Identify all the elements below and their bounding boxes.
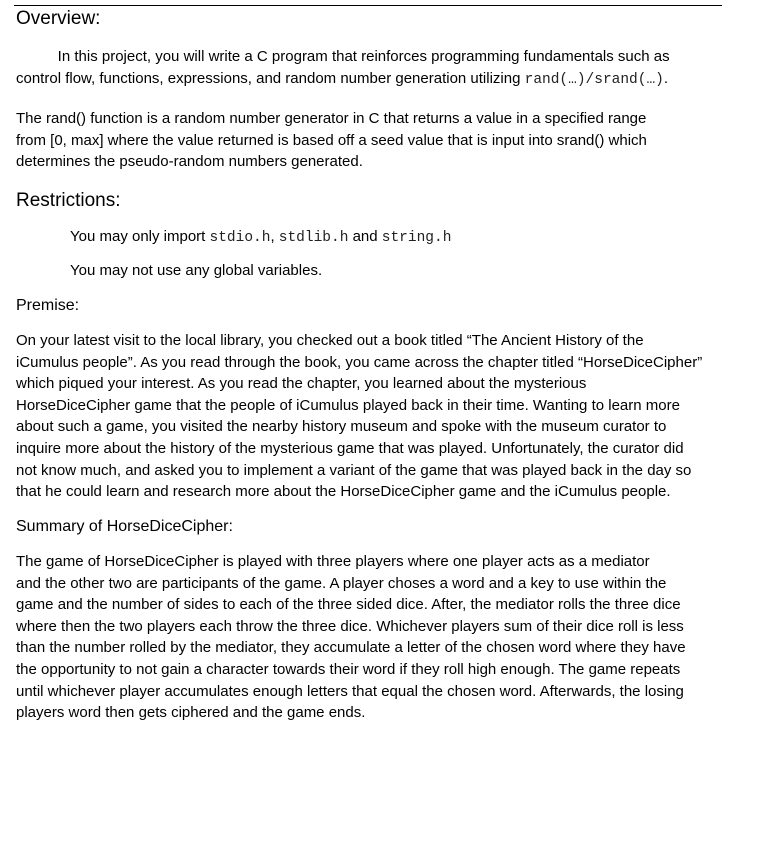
restrictions-heading: Restrictions:	[16, 190, 121, 211]
stdio-code: stdio.h	[209, 230, 271, 246]
premise-heading: Premise:	[16, 297, 80, 314]
rand-srand-code: rand(…)/srand(…)	[524, 71, 664, 88]
import-prefix: You may only import	[70, 228, 210, 245]
overview-paragraph-2: The rand() function is a random number generator in C that returns a value in a specified range from [0, max] where the value returned is based off a seed value that is input into srand() which determines the pseudo-random numbers generated.	[16, 110, 647, 171]
restriction-globals: You may not use any global variables.	[70, 262, 323, 279]
stdlib-code: stdlib.h	[278, 230, 349, 246]
overview-p1-line2-end: .	[663, 69, 669, 87]
premise-paragraph: On your latest visit to the local library, you checked out a book titled “The Ancient History of the iCumulus people”. As you read through the book, you came across the chapter titled “HorseDiceCipher” which piqued your interest. As you read the chapter, you learned about the mysterious HorseDiceCipher game that the people of iCumulus played back in their time. Wanting to learn more about such a game, you visited the nearby history museum and spoke with the museum curator to inquire more about the history of the mysterious game that was played. Unfortunately, the curator did not know much, and asked you to implement a variant of the game that was played back in the day so that he could learn and research more about the HorseDiceCipher game and the iCumulus people.	[16, 332, 703, 501]
overview-p1-line1: In this project, you will write a C program that reinforces programming fundamentals such as	[16, 48, 670, 65]
summary-heading: Summary of HorseDiceCipher:	[16, 518, 233, 535]
summary-paragraph: The game of HorseDiceCipher is played with three players where one player acts as a mediator and the other two are participants of the game. A player choses a word and a key to use within the game and the number of sides to each of the three sided dice. After, the mediator rolls the three dice where then the two players each throw the three dice. Whichever players sum of their dice roll is less than the number rolled by the mediator, they accumulate a letter of the chosen word where they have the opportunity to not gain a character towards their word if they roll high enough. The game repeats until whichever player accumulates enough letters that equal the chosen word. Afterwards, the losing players word then gets ciphered and the game ends.	[16, 553, 686, 722]
top-rule	[14, 5, 722, 6]
overview-p1-line2-text: control flow, functions, expressions, and random number generation utilizing	[16, 69, 525, 87]
string-code: string.h	[381, 230, 452, 246]
restriction-imports	[70, 228, 451, 246]
overview-heading: Overview:	[16, 8, 101, 29]
import-sep-1: ,	[270, 228, 279, 245]
overview-paragraph-1	[16, 46, 721, 91]
import-sep-2: and	[348, 228, 382, 245]
